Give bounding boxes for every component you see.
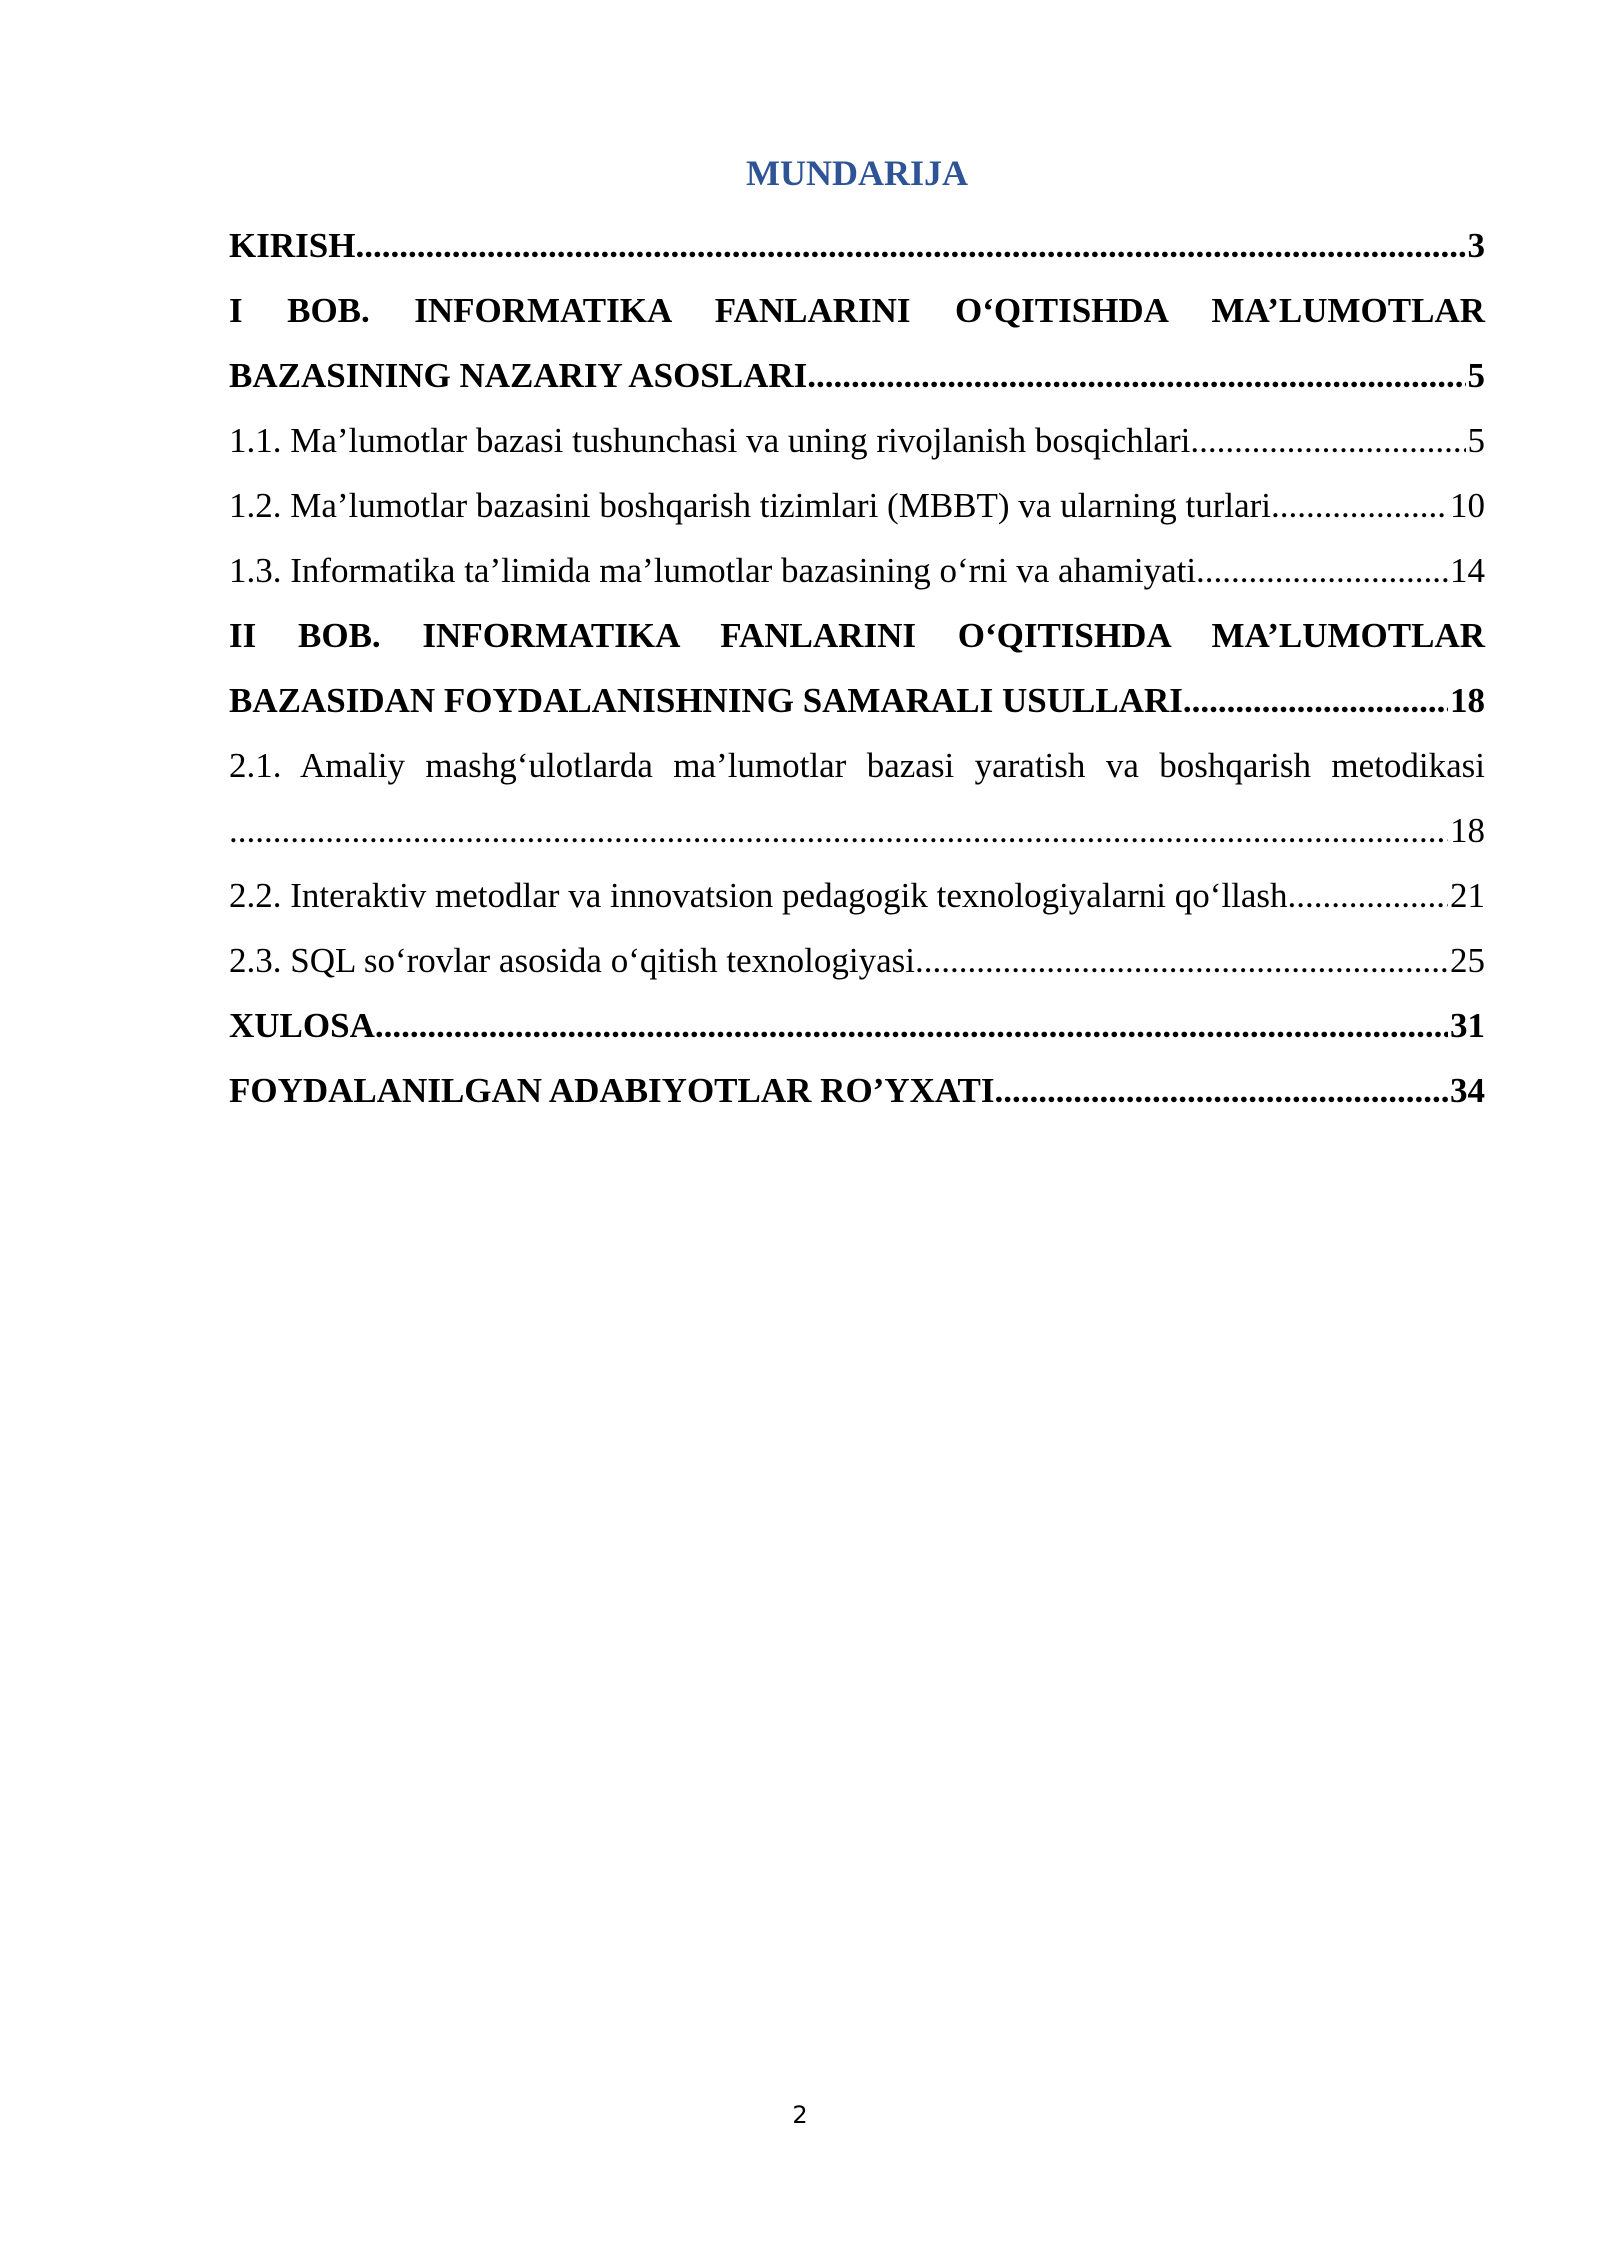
dot-leader	[375, 993, 1448, 1058]
toc-title: MUNDARIJA	[746, 153, 968, 193]
dot-leader	[1196, 538, 1448, 603]
toc-entry-label-line-1: II BOB. INFORMATIKA FANLARINI O‘QITISHDA MA’LUMOTLAR	[229, 616, 1485, 655]
toc-entry-page: 34	[1450, 1071, 1485, 1110]
dot-leader	[807, 343, 1465, 408]
dot-leader	[995, 1058, 1448, 1123]
toc-entry-page: 25	[1450, 941, 1485, 980]
toc-entry-page: 3	[1467, 226, 1485, 265]
toc-entry-page: 5	[1467, 356, 1485, 395]
toc-entry-xulosa[interactable]	[229, 993, 1485, 1058]
toc-entry-1-1[interactable]	[229, 408, 1485, 473]
toc-entry-label: 1.1. Ma’lumotlar bazasi tushunchasi va uning rivojlanish bosqichlari	[229, 421, 1191, 460]
toc-entry-2-2[interactable]	[229, 863, 1485, 928]
toc-entry-1-2[interactable]	[229, 473, 1485, 538]
dot-leader	[915, 928, 1448, 993]
toc-entry-1-3[interactable]	[229, 538, 1485, 603]
toc-entry-page: 21	[1450, 876, 1485, 915]
toc-entry-page: 18	[1450, 681, 1485, 720]
toc-entry-label: 2.3. SQL so‘rovlar asosida o‘qitish texnologiyasi	[229, 941, 915, 980]
toc-entry-bibliography[interactable]	[229, 1058, 1485, 1123]
dot-leader	[229, 798, 1448, 863]
toc-entry-kirish[interactable]	[229, 213, 1485, 278]
toc-entry-page: 10	[1450, 486, 1485, 525]
toc-entry-2-3[interactable]	[229, 928, 1485, 993]
toc-entry-label-line-1: I BOB. INFORMATIKA FANLARINI O‘QITISHDA MA’LUMOTLAR	[229, 291, 1485, 330]
table-of-contents	[229, 148, 1485, 1123]
toc-entry-label: 2.2. Interaktiv metodlar va innovatsion pedagogik texnologiyalarni qo‘llash	[229, 876, 1288, 915]
toc-entry-2-1[interactable]	[229, 733, 1485, 863]
toc-entry-page: 18	[1450, 811, 1485, 850]
toc-entry-page: 14	[1450, 551, 1485, 590]
toc-entry-label: 1.3. Informatika ta’limida ma’lumotlar bazasining o‘rni va ahamiyati	[229, 551, 1197, 590]
dot-leader	[1271, 473, 1448, 538]
toc-entry-label: FOYDALANILGAN ADABIYOTLAR RO’YXATI	[229, 1071, 995, 1110]
page-number: 2	[792, 2101, 808, 2129]
dot-leader	[355, 213, 1465, 278]
toc-entry-label-line-2: BAZASIDAN FOYDALANISHNING SAMARALI USULLARI	[229, 681, 1183, 720]
dot-leader	[1183, 668, 1448, 733]
toc-entry-page: 5	[1467, 421, 1485, 460]
toc-entry-chapter-1[interactable]	[229, 278, 1485, 408]
toc-entry-label: 1.2. Ma’lumotlar bazasini boshqarish tizimlari (MBBT) va ularning turlari	[229, 486, 1271, 525]
dot-leader	[1288, 863, 1449, 928]
toc-entry-page: 31	[1450, 1006, 1485, 1045]
toc-entry-label: XULOSA	[229, 1006, 375, 1045]
toc-entry-chapter-2[interactable]	[229, 603, 1485, 733]
toc-entry-label-line-2: BAZASINING NAZARIY ASOSLARI	[229, 356, 808, 395]
toc-entry-label: KIRISH	[229, 226, 356, 265]
toc-entry-label-line-1: 2.1. Amaliy mashg‘ulotlarda ma’lumotlar bazasi yaratish va boshqarish metodikasi	[229, 746, 1485, 785]
dot-leader	[1190, 408, 1465, 473]
